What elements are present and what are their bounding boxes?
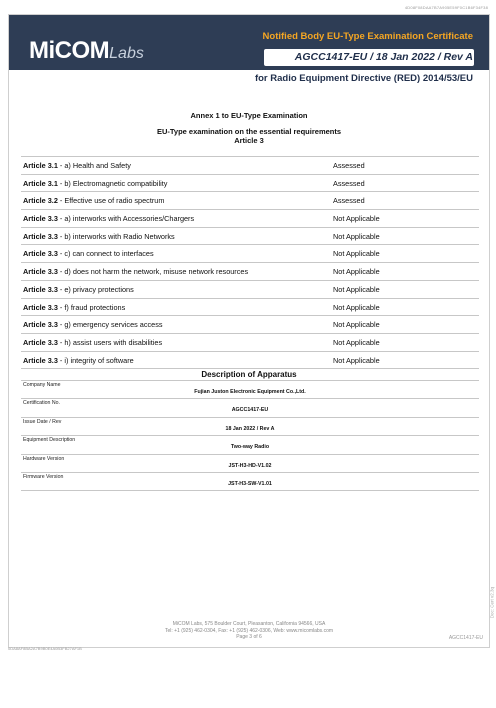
article-number: Article 3.3	[23, 320, 58, 330]
requirement-text: - d) does not harm the network, misuse network resources	[57, 267, 249, 277]
requirement-text: - Effective use of radio spectrum	[57, 196, 165, 206]
article-number: Article 3.3	[23, 249, 58, 259]
article-number: Article 3.1	[23, 161, 58, 170]
page-footer	[9, 621, 489, 641]
requirement-text: - g) emergency services access	[57, 320, 163, 330]
footer-contact: Tel: +1 (925) 462-0304, Fax: +1 (925) 462-0306, Web: www.micomlabs.com	[164, 627, 334, 634]
table-row	[21, 316, 479, 334]
article-number: Article 3.3	[23, 284, 58, 294]
requirement-status: Not Applicable	[333, 284, 380, 294]
directive-title: for Radio Equipment Directive (RED) 2014/53/EU	[254, 73, 473, 84]
annex-subtitle: EU-Type examination on the essential requirements	[156, 127, 342, 136]
table-row	[21, 228, 479, 246]
table-row	[21, 334, 479, 352]
requirement-status: Not Applicable	[333, 337, 380, 347]
table-row	[21, 245, 479, 263]
table-row	[21, 281, 479, 299]
requirement-text: - a) Health and Safety	[57, 161, 131, 170]
table-row	[21, 472, 479, 491]
article-number: Article 3.3	[23, 214, 58, 224]
table-row	[21, 192, 479, 210]
field-label: Issue Date / Rev	[23, 418, 62, 425]
document-hash-top: 4D08F08DAA7B7A905E59F0C1B6F34F38	[404, 5, 488, 10]
article-number: Article 3.3	[23, 231, 58, 241]
requirement-status: Not Applicable	[333, 249, 380, 259]
requirement-text: - h) assist users with disabilities	[57, 337, 163, 347]
requirement-text: - b) Electromagnetic compatibility	[57, 178, 168, 188]
table-row	[21, 299, 479, 317]
requirement-status: Not Applicable	[333, 320, 380, 330]
annex-title: Annex 1 to EU-Type Examination	[190, 111, 308, 120]
table-row	[21, 417, 479, 435]
annex-article-heading: Article 3	[234, 136, 264, 145]
footer-address: MiCOM Labs, 575 Boulder Court, Pleasanton, California 94566, USA	[172, 621, 326, 627]
field-label: Company Name	[23, 382, 61, 388]
field-label: Equipment Description	[23, 437, 76, 444]
footer-page-number: Page 3 of 6	[236, 634, 262, 640]
requirement-status: Not Applicable	[333, 355, 380, 365]
field-label: Certification No.	[23, 400, 60, 407]
requirement-status: Not Applicable	[333, 267, 380, 277]
logo-main-text: MiCOM	[29, 37, 110, 64]
requirement-text: - b) interworks with Radio Networks	[57, 231, 175, 241]
field-label: Firmware Version	[23, 473, 64, 480]
table-row	[21, 352, 479, 370]
requirement-status: Assessed	[333, 161, 365, 170]
requirement-text: - c) can connect to interfaces	[57, 249, 154, 259]
certificate-reference: AGCC1417-EU / 18 Jan 2022 / Rev A	[294, 51, 473, 63]
requirement-status: Not Applicable	[333, 302, 380, 312]
article-number: Article 3.3	[23, 337, 58, 347]
header-banner	[9, 15, 489, 85]
side-document-note: Doc: Cert v2.3q	[489, 587, 494, 619]
field-value: Two-way Radio	[230, 444, 270, 451]
table-row	[21, 380, 479, 398]
table-row	[21, 435, 479, 453]
requirement-status: Assessed	[333, 196, 365, 206]
table-row	[21, 454, 479, 472]
field-value: Fujian Juston Electronic Equipment Co.,Ltd.	[194, 389, 306, 395]
requirement-text: - f) fraud protections	[57, 302, 126, 312]
apparatus-table	[21, 380, 479, 491]
document-hash-bottom: 0DA8AF8BA2A7B9B0E4A0B3FB27AF1B	[8, 646, 82, 651]
field-value: AGCC1417-EU	[231, 407, 269, 414]
article-number: Article 3.3	[23, 302, 58, 312]
article-number: Article 3.2	[23, 196, 58, 206]
certificate-title: Notified Body EU-Type Examination Certificate	[262, 31, 473, 42]
requirement-status: Not Applicable	[333, 231, 380, 241]
requirement-text: - a) interworks with Accessories/Chargers	[57, 214, 195, 224]
table-row	[21, 263, 479, 281]
article-number: Article 3.3	[23, 355, 58, 365]
apparatus-title: Description of Apparatus	[201, 370, 297, 379]
footer-reference: AGCC1417-EU	[448, 635, 483, 641]
requirement-text: - e) privacy protections	[57, 284, 134, 294]
field-label: Hardware Version	[23, 455, 65, 462]
micom-labs-logo	[29, 37, 169, 67]
requirement-status: Not Applicable	[333, 214, 380, 224]
table-row	[21, 156, 479, 175]
article-number: Article 3.3	[23, 267, 58, 277]
field-value: 18 Jan 2022 / Rev A	[225, 425, 275, 432]
table-row	[21, 175, 479, 193]
field-value: JST-H3-HD-V1.02	[228, 462, 272, 469]
logo-labs-text: Labs	[109, 45, 144, 62]
certificate-page	[8, 14, 494, 648]
field-value: JST-H3-SW-V1.01	[228, 480, 272, 487]
article-number: Article 3.1	[23, 178, 58, 188]
table-row	[21, 398, 479, 416]
requirement-status: Assessed	[333, 178, 365, 188]
table-row	[21, 210, 479, 228]
requirements-table	[21, 156, 479, 369]
requirement-text: - i) integrity of software	[57, 355, 134, 365]
